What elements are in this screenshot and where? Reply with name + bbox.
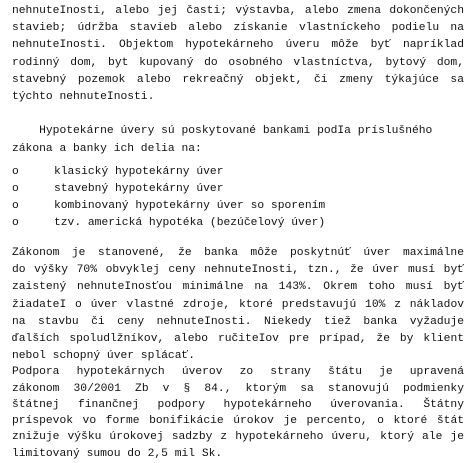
bullet-marker: o	[12, 165, 19, 178]
text-line: do výšky 70% obvyklej ceny nehnuteInosti, tzn., že úver musí byť	[12, 264, 464, 277]
list-item-text: klasický hypotekárny úver	[54, 165, 224, 178]
text-line: Podpora hypotekárnych úverov zo strany štátu je upravená	[12, 366, 464, 379]
list-item-text: kombinovaný hypotekárny úver so sporením	[54, 200, 326, 212]
text-line: limitovaný sumou do 2,5 mil Sk.	[12, 447, 223, 460]
bullet-marker: o	[12, 200, 19, 212]
text-line: stavebný pozemok alebo rekreačný objekt, či zmeny týkajúce sa	[12, 73, 464, 86]
text-line: Zákonom je stanovené, že banka môže poskytnúť úver maximálne	[12, 246, 464, 259]
text-line: štátnej finančnej podpory hypotekárneho úverovania. Štátny	[12, 398, 464, 411]
list-item-text: tzv. americká hypotéka (bezúčelový úver)	[54, 217, 326, 230]
text-line: nebol schopný úver splácať.	[12, 350, 196, 363]
text-line: na stavbu či ceny nehnuteInosti. Niekedy tiež banka vyžaduje	[12, 315, 464, 328]
bullet-marker: o	[12, 182, 19, 195]
text-line: Hypotekárne úvery sú poskytované bankami podIa príslušného	[12, 125, 433, 138]
text-line: rodinný dom, byt kupovaný do osobného vlastníctva, bytový dom,	[12, 56, 464, 69]
text-line: príspevok vo forme bonifikácie úrokov je percento, o ktoré štát	[12, 415, 464, 428]
text-line: týchto nehnuteInosti.	[12, 90, 155, 103]
text-line: znižuje výšku úrokovej sadzby z hypotekárneho úveru, ktorý ale je	[12, 431, 464, 444]
text-line: ďalších spoludlžníkov, alebo ručiteIov pre prípad, že by klient	[12, 332, 464, 345]
text-line: nehnuteInosti. Objektom hypotekárneho úveru môže byť napríklad	[12, 39, 464, 52]
text-line: žiadateI o úver vlastné zdroje, ktoré predstavujú 10% z nákladov	[12, 298, 464, 311]
text-line: nehnuteInosti, alebo jej časti; výstavba, alebo zmena dokončených	[12, 4, 464, 17]
list-item-text: stavebný hypotekárny úver	[54, 182, 224, 195]
text-line: zákona a banky ich delia na:	[12, 142, 202, 155]
text-line: zákonom 30/2001 Zb v § 84., ktorým sa stanovujú podmienky	[12, 382, 464, 395]
bullet-marker: o	[12, 217, 19, 230]
text-line: stavieb; údržba stavieb alebo získanie vlastníckeho podielu na	[12, 22, 464, 35]
text-line: zaistený nehnuteInosťou minimálne na 143%. Okrem toho musí byť	[12, 281, 464, 294]
